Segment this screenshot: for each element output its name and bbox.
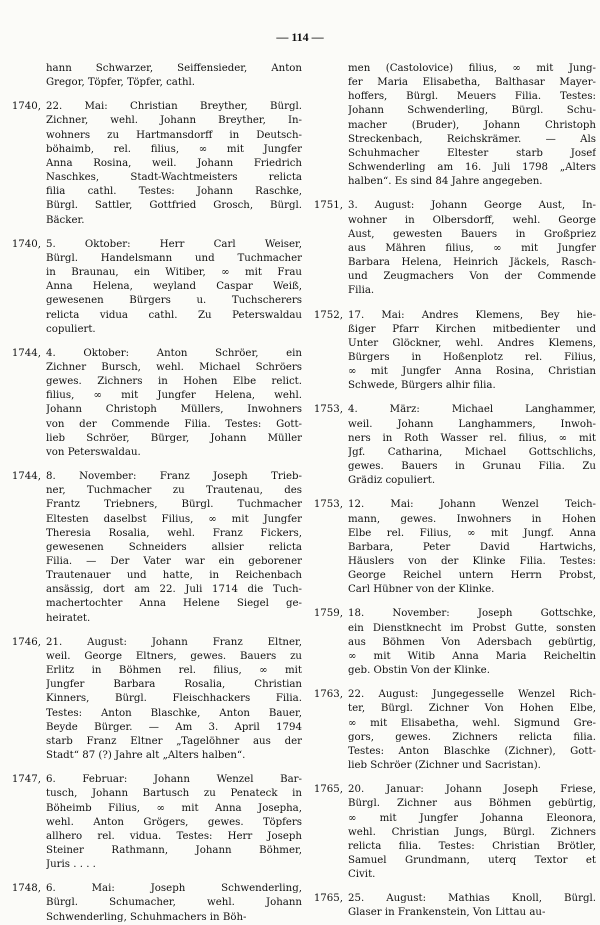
entry-line: 4. Oktober: Anton Schröer, ein bbox=[46, 347, 302, 359]
entry-year: 1744, bbox=[11, 471, 41, 483]
register-entry bbox=[306, 607, 596, 678]
entry-line: Anna Rosina, weil. Johann Friedrich bbox=[46, 157, 302, 169]
entry-line: 18. November: Joseph Gottschke, bbox=[348, 608, 596, 620]
register-entry bbox=[306, 403, 596, 488]
entry-line: aus Mähren filius, ∞ mit Jungfer bbox=[348, 242, 596, 254]
entry-line: ∞ mit Witib Anna Maria Reicheltin bbox=[348, 650, 596, 662]
entry-line: Frantz Triebners, Bürgl. Tuchmacher bbox=[46, 499, 302, 511]
entry-year bbox=[306, 62, 348, 189]
entry-line: gewesenen Schneiders allsier relicta bbox=[46, 541, 302, 553]
entry-line: ter, Bürgl. Zichner Von Hohen Elbe, bbox=[348, 703, 596, 715]
register-entry bbox=[4, 62, 302, 90]
entry-line: 8. November: Franz Joseph Trieb- bbox=[46, 471, 302, 483]
entry-line: Steiner Rathmann, Johann Böhmer, bbox=[46, 844, 302, 856]
entry-line: Unter Glöckner, wehl. Andres Klemens, bbox=[348, 337, 596, 349]
entry-line: Grädiz copuliert. bbox=[348, 475, 436, 487]
entry-line: und Zeugmachers Von der Commende bbox=[348, 271, 596, 283]
left-column bbox=[4, 62, 302, 923]
entry-line: Trautenauer und hatte, in Reichenbach bbox=[46, 570, 302, 582]
entry-line: mann, gewes. Inwohners in Hohen bbox=[348, 513, 596, 525]
entry-line: 20. Januar: Johann Joseph Friese, bbox=[348, 784, 596, 796]
entry-line: ßiger Pfarr Kirchen mitbedienter und bbox=[348, 323, 596, 335]
register-entry bbox=[306, 62, 596, 189]
entry-line: Samuel Grundmann, uterq Textor et bbox=[348, 854, 596, 866]
entry-text bbox=[46, 636, 302, 763]
register-entry bbox=[306, 498, 596, 597]
entry-line: allhero rel. vidua. Testes: Herr Joseph bbox=[46, 830, 302, 842]
entry-text bbox=[46, 882, 302, 924]
entry-line: copuliert. bbox=[46, 323, 96, 335]
entry-line: Bürgl. Zichner aus Böhmen gebürtig, bbox=[348, 798, 596, 810]
entry-line: Stadt“ 87 (?) Jahre alt „Alters halben“. bbox=[46, 750, 246, 762]
entry-line: 25. August: Mathias Knoll, Bürgl. bbox=[348, 893, 596, 905]
entry-line: Filia. — Der Vater war ein geborener bbox=[46, 556, 302, 567]
entry-year: 1753, bbox=[313, 499, 343, 511]
entry-line: Filia. bbox=[348, 285, 375, 297]
entry-line: heiratet. bbox=[46, 612, 91, 624]
entry-line: Anna Helena, weyland Caspar Weiß, bbox=[46, 281, 302, 293]
entry-line: George Reichel untern Herrn Probst, bbox=[348, 570, 596, 582]
right-column bbox=[306, 62, 596, 919]
entry-line: Kinners, Bürgl. Fleischhackers Filia. bbox=[46, 693, 302, 705]
entry-text bbox=[46, 347, 302, 460]
entry-text bbox=[348, 199, 596, 298]
entry-line: Bürgl. Handelsmann und Tuchmacher bbox=[46, 252, 302, 264]
entry-line: Civit. bbox=[348, 869, 376, 881]
entry-line: Barbara, Peter David Hartwichs, bbox=[348, 541, 596, 553]
entry-line: Jgf. Catharina, Michael Gottschlichs, bbox=[348, 446, 596, 458]
entry-line: wohner in Olbersdorff, wehl. George bbox=[348, 214, 596, 226]
entry-year: 1740, bbox=[11, 238, 41, 250]
entry-line: Schwenderling am 16. Juli 1798 „Alters bbox=[348, 162, 596, 174]
entry-year: 1753, bbox=[313, 404, 343, 416]
entry-line: tusch, Johann Bartusch zu Penateck in bbox=[46, 788, 302, 800]
entry-line: Schuhmacher Eltester starb Josef bbox=[348, 147, 596, 159]
entry-text bbox=[46, 62, 302, 90]
entry-line: macher (Bruder), Johann Christoph bbox=[348, 119, 596, 131]
entry-line: Jungfer Barbara Rosalia, Christian bbox=[46, 679, 302, 691]
entry-line: Glaser in Frankenstein, Von Littau au- bbox=[348, 907, 546, 919]
entry-line: Erlitz in Böhmen rel. filius, ∞ mit bbox=[46, 665, 302, 677]
entry-line: 22. August: Jungegesselle Wenzel Rich- bbox=[348, 689, 596, 701]
entry-year: 1744, bbox=[11, 347, 41, 359]
entry-line: in Braunau, ein Witiber, ∞ mit Frau bbox=[46, 267, 302, 279]
entry-year: 1765, bbox=[313, 893, 343, 905]
entry-line: Johann Christoph Müllers, Inwohners bbox=[46, 404, 302, 416]
register-entry bbox=[4, 347, 302, 460]
entry-line: gewesenen Bürgers u. Tuchscherers bbox=[46, 295, 302, 307]
entry-year: 1747, bbox=[11, 774, 41, 786]
entry-line: Gregor, Töpfer, Töpfer, cathl. bbox=[46, 77, 196, 89]
entry-line: lieb Schröer, Bürger, Johann Müller bbox=[46, 432, 302, 444]
entry-line: Bürgl. Schumacher, wehl. Johann bbox=[46, 897, 302, 909]
entry-line: 5. Oktober: Herr Carl Weiser, bbox=[46, 238, 302, 250]
register-entry bbox=[4, 882, 302, 924]
entry-line: 4. März: Michael Langhammer, bbox=[348, 404, 596, 416]
entry-line: halben“. Es sind 84 Jahre angegeben. bbox=[348, 176, 543, 188]
entry-line: Aust, gewesten Bauers in Großpriez bbox=[348, 228, 596, 240]
entry-text bbox=[348, 309, 596, 394]
entry-line: relicta vidua cathl. Zu Peterswaldau bbox=[46, 309, 302, 321]
entry-line: Böheimb Filius, ∞ mit Anna Josepha, bbox=[46, 802, 302, 814]
entry-line: Johann Schwenderling, Bürgl. Schu- bbox=[348, 105, 596, 117]
entry-line: filia cathl. Testes: Johann Raschke, bbox=[46, 186, 302, 198]
entry-line: ein Dienstknecht im Probst Gutte, sonsten bbox=[348, 622, 596, 634]
entry-line: Testes: Anton Blaschke (Zichner), Gott- bbox=[348, 745, 596, 757]
entry-year: 1740, bbox=[11, 101, 41, 113]
entry-line: hoffers, Bürgl. Meuers Filia. Testes: bbox=[348, 91, 596, 103]
register-entry bbox=[306, 783, 596, 882]
entry-line: Eltesten daselbst Filius, ∞ mit Jungfer bbox=[46, 513, 302, 525]
entry-text bbox=[348, 403, 596, 488]
entry-line: von der Commende Filia. Testes: Gott- bbox=[46, 418, 302, 430]
entry-line: lieb Schröer (Zichner und Sacristan). bbox=[348, 760, 541, 772]
entry-year: 1748, bbox=[11, 883, 41, 895]
entry-line: Testes: Anton Blaschke, Anton Bauer, bbox=[46, 707, 302, 719]
entry-line: Häuslers von der Klinke Filia. Testes: bbox=[348, 556, 596, 567]
entry-line: Schwede, Bürgers alhir filia. bbox=[348, 380, 496, 392]
register-entry bbox=[4, 636, 302, 763]
entry-line: starb Franz Eltner „Tagelöhner aus der bbox=[46, 735, 302, 747]
entry-line: machertochter Anna Helene Siegel ge- bbox=[46, 598, 302, 610]
entry-line: gors, gewes. Zichners relicta filia. bbox=[348, 731, 596, 743]
entry-text bbox=[348, 607, 596, 678]
entry-text bbox=[46, 470, 302, 626]
entry-line: 22. Mai: Christian Breyther, Bürgl. bbox=[46, 101, 302, 113]
register-entry bbox=[4, 238, 302, 337]
entry-text bbox=[348, 892, 596, 920]
entry-line: geb. Obstin Von der Klinke. bbox=[348, 665, 490, 677]
entry-line: Zichner Bursch, wehl. Michael Schröers bbox=[46, 361, 302, 373]
entry-line: wehl. Anton Grögers, gewes. Töpfers bbox=[46, 816, 302, 828]
entry-line: ∞ mit Jungfer Anna Rosina, Christian bbox=[348, 366, 596, 378]
entry-year: 1746, bbox=[11, 636, 41, 648]
entry-line: Barbara Helena, Heinrich Jäckels, Rasch- bbox=[348, 257, 596, 269]
entry-line: 21. August: Johann Franz Eltner, bbox=[46, 636, 302, 648]
entry-line: Theresia Rosalia, wehl. Franz Fickers, bbox=[46, 527, 302, 539]
entry-line: weil. Johann Langhammers, Inwoh- bbox=[348, 418, 596, 430]
entry-line: wohners zu Hartmansdorff in Deutsch- bbox=[46, 129, 302, 141]
entry-line: Streckenbach, Reichskrämer. — Als bbox=[348, 133, 596, 145]
entry-line: von Peterswaldau. bbox=[46, 446, 141, 458]
entry-line: Juris . . . . bbox=[46, 859, 96, 871]
entry-line: gewes. Zichners in Hohen Elbe relict. bbox=[46, 376, 302, 388]
register-entry bbox=[4, 100, 302, 227]
register-entry bbox=[4, 470, 302, 626]
register-entry bbox=[306, 199, 596, 298]
entry-line: 12. Mai: Johann Wenzel Teich- bbox=[348, 499, 596, 511]
entry-line: men (Castolovice) filius, ∞ mit Jung- bbox=[348, 63, 596, 74]
register-entry bbox=[306, 309, 596, 394]
entry-line: Beyde Bürger. — Am 3. April 1794 bbox=[46, 721, 302, 733]
entry-line: aus Böhmen Von Adersbach gebürtig, bbox=[348, 636, 596, 648]
entry-line: Carl Hübner von der Klinke. bbox=[348, 584, 495, 596]
entry-line: böhaimb, rel. filius, ∞ mit Jungfer bbox=[46, 143, 302, 155]
entry-line: fer Maria Elisabetha, Balthasar Mayer- bbox=[348, 77, 596, 89]
entry-line: relicta filia. Testes: Christian Brötler, bbox=[348, 840, 596, 852]
register-entry bbox=[306, 688, 596, 773]
entry-line: ∞ mit Elisabetha, wehl. Sigmund Gre- bbox=[348, 717, 596, 729]
entry-line: ners in Roth Wasser rel. filius, ∞ mit bbox=[348, 432, 596, 444]
entry-line: 17. Mai: Andres Klemens, Bey hie- bbox=[348, 309, 596, 321]
entry-line: Schwenderling, Schuhmachers in Böh- bbox=[46, 911, 247, 923]
entry-text bbox=[46, 100, 302, 227]
entry-line: Naschkes, Stadt-Wachtmeisters relicta bbox=[46, 172, 302, 184]
entry-line: wehl. Christian Jungs, Bürgl. Zichners bbox=[348, 826, 596, 838]
entry-line: filius, ∞ mit Jungfer Helena, wehl. bbox=[46, 390, 302, 402]
entry-year: 1759, bbox=[313, 608, 343, 620]
entry-line: Bäcker. bbox=[46, 214, 85, 226]
page-number: — 114 — bbox=[276, 30, 324, 44]
entry-text bbox=[348, 498, 596, 597]
register-entry bbox=[306, 892, 596, 920]
register-entry bbox=[4, 773, 302, 872]
entry-line: 6. Mai: Joseph Schwenderling, bbox=[46, 883, 302, 895]
entry-line: hann Schwarzer, Seiffensieder, Anton bbox=[46, 63, 302, 74]
entry-text bbox=[348, 783, 596, 882]
entry-year: 1752, bbox=[313, 309, 343, 321]
entry-line: 6. Februar: Johann Wenzel Bar- bbox=[46, 774, 302, 786]
entry-text bbox=[348, 688, 596, 773]
entry-line: Bürgl. Sattler, Gottfried Grosch, Bürgl. bbox=[46, 200, 302, 212]
entry-line: gewes. Bauers in Grunau Filia. Zu bbox=[348, 461, 596, 473]
entry-line: Zichner, wehl. Johann Breyther, In- bbox=[46, 115, 302, 127]
entry-line: weil. George Eltners, gewes. Bauers zu bbox=[46, 650, 302, 662]
entry-year: 1751, bbox=[313, 200, 343, 212]
entry-line: Bürgers in Hoßenplotz rel. Filius, bbox=[348, 351, 596, 363]
entry-text bbox=[46, 238, 302, 337]
entry-line: 3. August: Johann George Aust, In- bbox=[348, 200, 596, 212]
entry-line: ner, Tuchmacher zu Trautenau, des bbox=[46, 485, 302, 497]
entry-text bbox=[46, 773, 302, 872]
entry-line: ∞ mit Jungfer Johanna Eleonora, bbox=[348, 812, 596, 824]
entry-line: Elbe rel. Filius, ∞ mit Jungf. Anna bbox=[348, 527, 596, 539]
entry-year bbox=[4, 62, 46, 90]
entry-year: 1765, bbox=[313, 784, 343, 796]
entry-year: 1763, bbox=[313, 689, 343, 701]
entry-line: ansässig, dort am 22. Juli 1714 die Tuch- bbox=[46, 584, 302, 596]
entry-text bbox=[348, 62, 596, 189]
